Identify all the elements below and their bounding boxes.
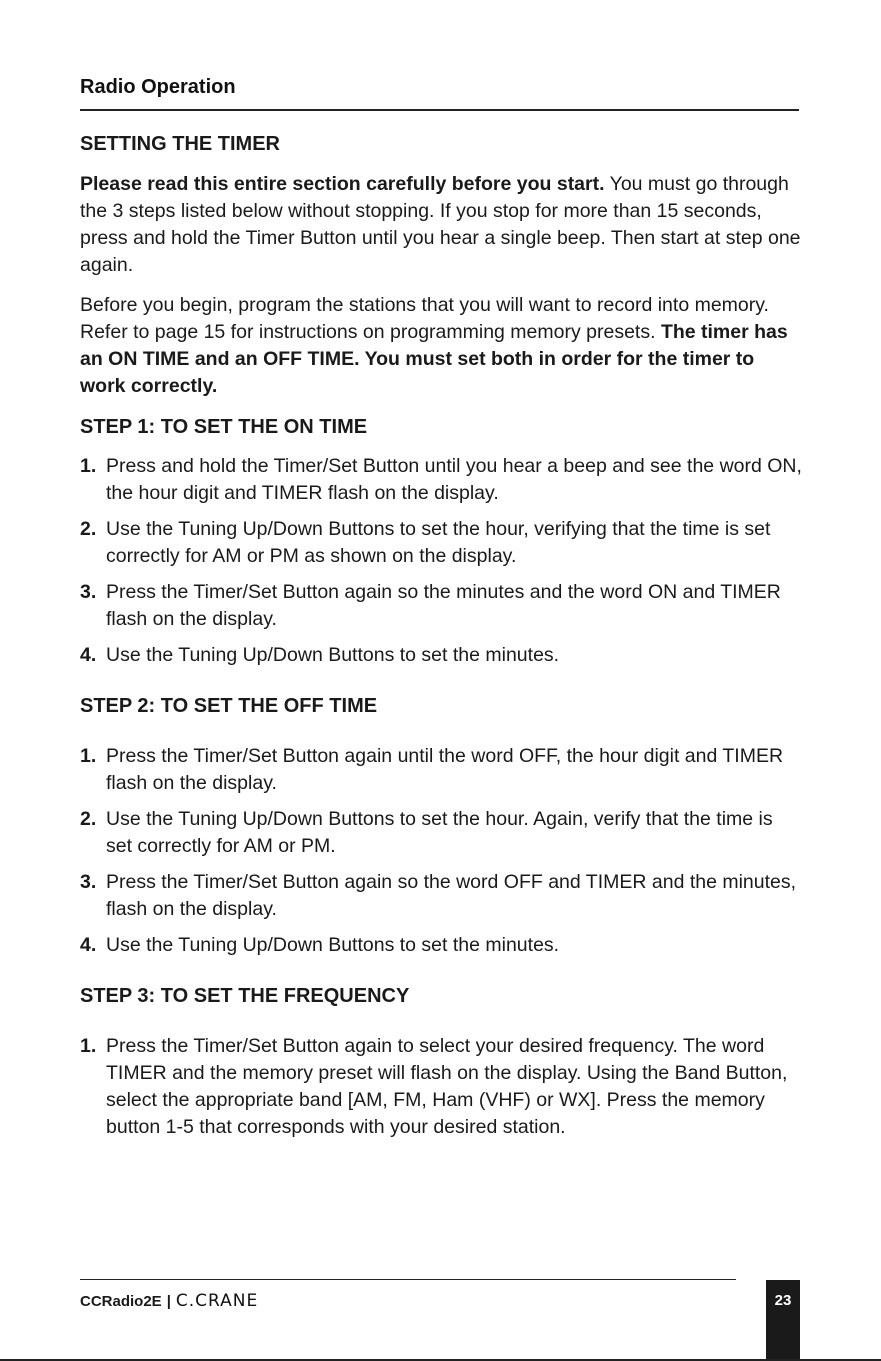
step-number: 1. [80,455,97,477]
step2-list [80,743,802,959]
step-text: Use the Tuning Up/Down Buttons to set the minutes. [106,644,560,666]
brand-logo-text: C.CRANE [175,1291,259,1311]
step-text: Press the Timer/Set Button again so the minutes and the word ON and TIMER flash on the display. [106,581,781,630]
step-number: 3. [80,871,97,893]
intro-paragraph-1 [80,171,802,279]
intro-paragraph-2-text: Before you begin, program the stations that you will want to record into memory. Refer to page 15 for instructions on programming memory presets. [80,294,769,343]
step-number: 1. [80,745,97,767]
step-text: Press and hold the Timer/Set Button until you hear a beep and see the word ON, the hour digit and TIMER flash on the display. [106,455,802,504]
step-text: Press the Timer/Set Button again so the word OFF and TIMER and the minutes, flash on the display. [106,871,797,920]
intro-paragraph-1-text: You must go through the 3 steps listed below without stopping. If you stop for more than 15 seconds, press and hold the Timer Button until you hear a single beep. Then start at step one again. [80,173,801,276]
list-item [80,579,802,633]
page-number: 23 [774,1292,792,1309]
step-number: 1. [80,1035,97,1057]
step-text: Use the Tuning Up/Down Buttons to set the minutes. [106,934,560,956]
list-item [80,453,802,507]
page-title: SETTING THE TIMER [80,133,280,155]
list-item [80,806,802,860]
footer [80,1291,258,1311]
list-item [80,1033,802,1141]
step-text: Use the Tuning Up/Down Buttons to set the hour, verifying that the time is set correctly for AM or PM as shown on the display. [106,518,771,567]
step-text: Press the Timer/Set Button again until the word OFF, the hour digit and TIMER flash on the display. [106,745,784,794]
step-number: 2. [80,808,97,830]
section-header: Radio Operation [80,76,236,98]
step-number: 2. [80,518,97,540]
header-divider [80,109,799,111]
intro-paragraph-2 [80,292,802,400]
list-item [80,743,802,797]
step-number: 4. [80,934,97,956]
page-content [80,130,802,1150]
step-number: 3. [80,581,97,603]
list-item [80,869,802,923]
page-number-tab [766,1280,800,1361]
step1-heading: STEP 1: TO SET THE ON TIME [80,416,368,438]
brand-logo [176,1291,258,1311]
step3-list [80,1033,802,1141]
step-number: 4. [80,644,97,666]
footer-separator: | [166,1292,171,1310]
footer-model-name: CCRadio2E [80,1292,162,1310]
list-item [80,932,802,959]
footer-divider [80,1279,736,1280]
step2-heading: STEP 2: TO SET THE OFF TIME [80,695,378,717]
step-text: Use the Tuning Up/Down Buttons to set the hour. Again, verify that the time is set correctly for AM or PM. [106,808,773,857]
list-item [80,642,802,669]
intro-warning-bold: Please read this entire section carefully before you start. [80,173,605,195]
step-text: Press the Timer/Set Button again to select your desired frequency. The word TIMER and the memory preset will flash on the display. Using the Band Button, select the appropriate band [AM, FM, Ham (VHF) or WX]. Press the memory button 1-5 that corresponds with your desired station. [106,1035,788,1138]
list-item [80,516,802,570]
intro-timer-note-bold: The timer has an ON TIME and an OFF TIME. You must set both in order for the timer to work correctly. [80,321,788,397]
step3-heading: STEP 3: TO SET THE FREQUENCY [80,985,410,1007]
step1-list [80,453,802,669]
